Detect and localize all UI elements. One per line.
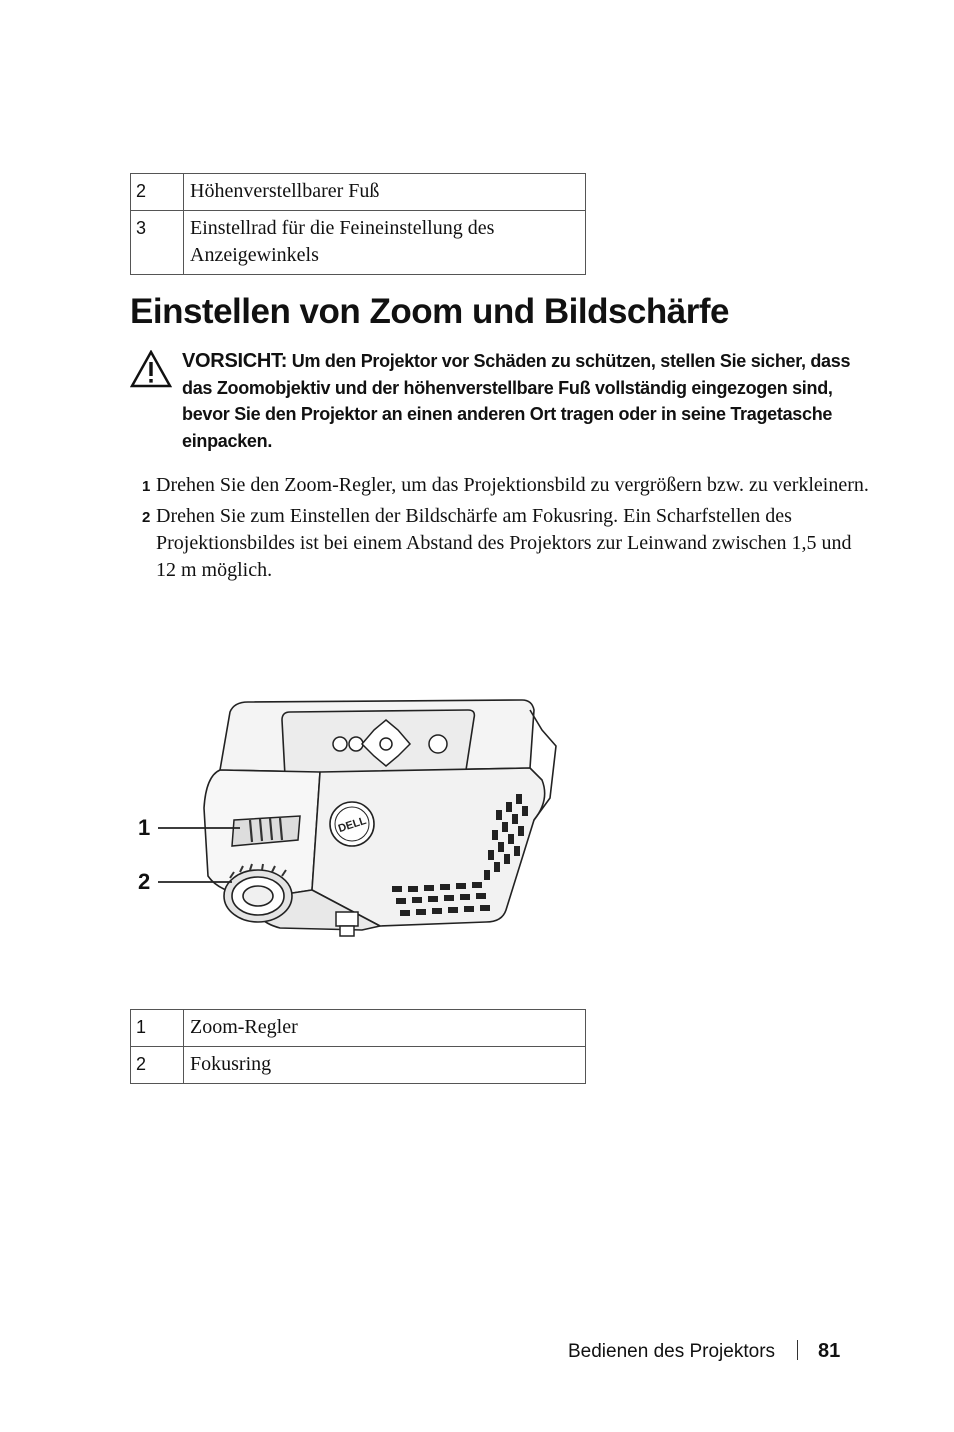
row-number: 2: [131, 1047, 184, 1084]
step-number: 1: [142, 478, 151, 495]
table-row: [131, 1010, 586, 1047]
svg-text:DELL: DELL: [336, 814, 368, 836]
callout-2: 2: [138, 869, 151, 894]
caution-text-block: [182, 348, 870, 454]
row-text: Zoom-Regler: [184, 1010, 586, 1047]
bottom-legend-table: [130, 1009, 586, 1084]
page-footer: [568, 1340, 840, 1363]
callout-1: 1: [138, 815, 151, 840]
row-number: 2: [131, 174, 184, 211]
steps-list: [130, 472, 870, 588]
footer-section: Bedienen des Projektors: [568, 1341, 776, 1362]
caution-label: VORSICHT:: [182, 350, 288, 372]
caution-text: Um den Projektor vor Schäden zu schützen, stellen Sie sicher, dass das Zoomobjektiv und der höhenverstellbare Fuß vollständig eingezogen sind, bevor Sie den Projektor an einen anderen Ort tragen oder in seine Tragetasche einpacken.: [182, 351, 851, 451]
table-row: [131, 1047, 586, 1084]
section-heading: Einstellen von Zoom und Bildschärfe: [130, 292, 729, 331]
list-item: [130, 472, 870, 499]
dell-logo: [330, 802, 374, 846]
step-text: Drehen Sie zum Einstellen der Bildschärfe am Fokusring. Ein Scharfstellen des Projektionsbildes ist bei einem Abstand des Projektors zur Leinwand zwischen 1,5 und 12 m möglich.: [156, 505, 852, 581]
row-number: 3: [131, 211, 184, 275]
footer-divider: [797, 1340, 798, 1360]
list-item: [130, 503, 870, 584]
row-text: Höhenverstellbarer Fuß: [184, 174, 586, 211]
table-row: [131, 174, 586, 211]
warning-triangle-icon: [130, 350, 172, 388]
page-number: 81: [818, 1340, 841, 1362]
row-text: Einstellrad für die Feineinstellung des Anzeigewinkels: [184, 211, 586, 275]
step-number: 2: [142, 509, 151, 526]
step-text: Drehen Sie den Zoom-Regler, um das Projektionsbild zu vergrößern bzw. zu verkleinern.: [156, 474, 869, 496]
row-number: 1: [131, 1010, 184, 1047]
top-legend-table: [130, 173, 586, 275]
table-row: [131, 211, 586, 275]
row-text: Fokusring: [184, 1047, 586, 1084]
caution-note: [130, 348, 870, 454]
projector-illustration: [130, 690, 570, 950]
